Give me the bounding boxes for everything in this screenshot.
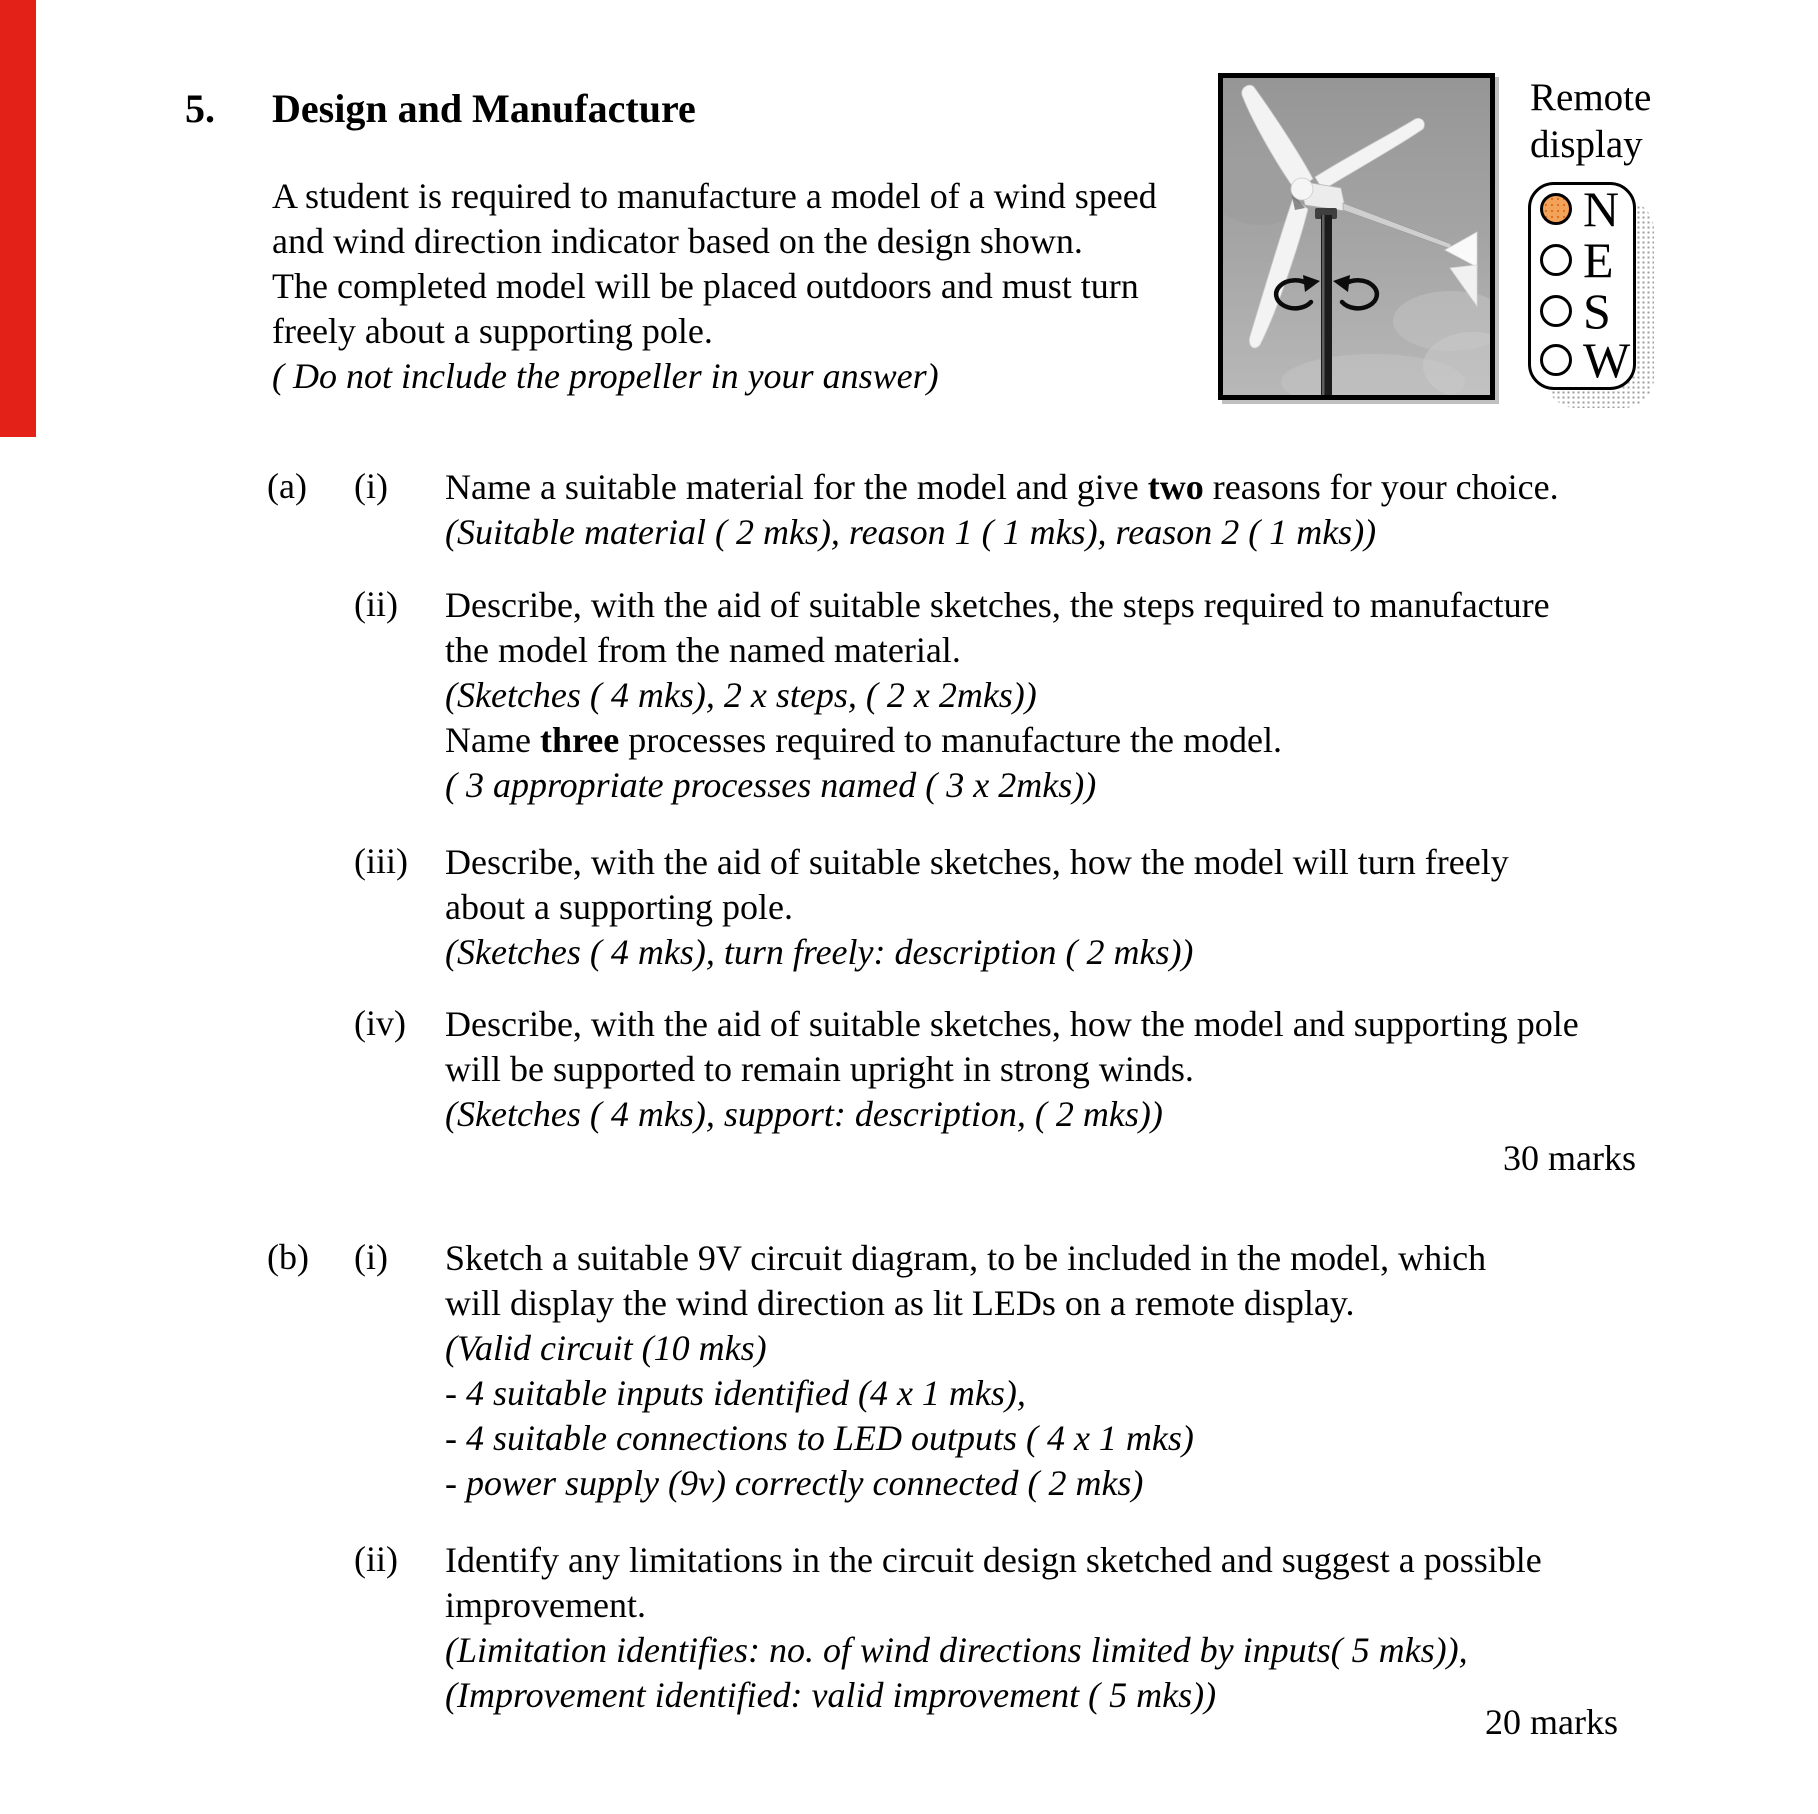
mark-scheme-line: (Sketches ( 4 mks), 2 x steps, ( 2 x 2mks)) xyxy=(445,675,1037,715)
wind-turbine-photo xyxy=(1218,73,1495,400)
led-west-label: W xyxy=(1583,332,1631,388)
item-number-ii: (ii) xyxy=(354,1539,398,1579)
mark-scheme-line: (Sketches ( 4 mks), turn freely: description ( 2 mks)) xyxy=(445,932,1194,972)
intro-line: A student is required to manufacture a model of a wind speed xyxy=(272,176,1157,216)
question-line: will be supported to remain upright in strong winds. xyxy=(445,1049,1194,1089)
remote-display-label xyxy=(1530,74,1651,168)
question-line: about a supporting pole. xyxy=(445,887,793,927)
led-south-label: S xyxy=(1583,283,1611,339)
question-line: Describe, with the aid of suitable sketches, how the model will turn freely xyxy=(445,842,1509,882)
question-line: Describe, with the aid of suitable sketches, how the model and supporting pole xyxy=(445,1004,1579,1044)
item-number-iii: (iii) xyxy=(354,841,408,881)
mark-scheme-line: - 4 suitable connections to LED outputs ( 4 x 1 mks) xyxy=(445,1418,1194,1458)
remote-display-label-line2: display xyxy=(1530,123,1643,166)
item-number-iv: (iv) xyxy=(354,1003,406,1043)
intro-line: freely about a supporting pole. xyxy=(272,311,713,351)
part-label-b: (b) xyxy=(267,1237,309,1277)
mark-scheme-line: (Improvement identified: valid improvement ( 5 mks)) xyxy=(445,1675,1217,1715)
question-line: the model from the named material. xyxy=(445,630,961,670)
question-b-i xyxy=(267,1236,1486,1506)
led-west xyxy=(1540,344,1572,376)
mark-scheme-line: (Valid circuit (10 mks) xyxy=(445,1328,767,1368)
mark-scheme-line: (Limitation identifies: no. of wind directions limited by inputs( 5 mks)), xyxy=(445,1630,1468,1670)
intro-line: and wind direction indicator based on the design shown. xyxy=(272,221,1083,261)
mark-scheme-line: (Sketches ( 4 mks), support: description, ( 2 mks)) xyxy=(445,1094,1163,1134)
intro-line: The completed model will be placed outdoors and must turn xyxy=(272,266,1139,306)
question-a-i xyxy=(267,465,1559,555)
led-north-label: N xyxy=(1583,181,1620,237)
question-line: Describe, with the aid of suitable sketches, the steps required to manufacture xyxy=(445,585,1550,625)
question-number: 5. xyxy=(185,86,215,131)
question-line: Name a suitable material for the model and give two reasons for your choice. xyxy=(445,467,1559,507)
led-east-label: E xyxy=(1583,232,1614,288)
question-b-ii xyxy=(267,1538,1542,1718)
mark-scheme-line: ( 3 appropriate processes named ( 3 x 2mks)) xyxy=(445,765,1097,805)
question-line: improvement. xyxy=(445,1585,646,1625)
question-a-ii xyxy=(267,583,1550,808)
item-number-i: (i) xyxy=(354,466,388,506)
red-margin-bar xyxy=(0,0,36,437)
remote-display-label-line1: Remote xyxy=(1530,76,1652,119)
wind-turbine-illustration xyxy=(1223,78,1490,395)
intro-paragraph xyxy=(272,174,1157,399)
question-line: Name three processes required to manufacture the model. xyxy=(445,720,1283,760)
question-line: Sketch a suitable 9V circuit diagram, to be included in the model, which xyxy=(445,1238,1487,1278)
mark-scheme-line: - 4 suitable inputs identified (4 x 1 mks), xyxy=(445,1373,1026,1413)
led-south xyxy=(1540,295,1572,327)
intro-note: ( Do not include the propeller in your answer) xyxy=(272,356,939,396)
pole-highlight xyxy=(1322,215,1325,395)
hub xyxy=(1291,178,1313,200)
mark-scheme-line: - power supply (9v) correctly connected ( 2 mks) xyxy=(445,1463,1144,1503)
marks-total-b: 20 marks xyxy=(1485,1702,1618,1742)
question-line: Identify any limitations in the circuit design sketched and suggest a possible xyxy=(445,1540,1542,1580)
question-a-iv xyxy=(267,1002,1579,1137)
led-east xyxy=(1540,244,1572,276)
mark-scheme-line: (Suitable material ( 2 mks), reason 1 ( 1 mks), reason 2 ( 1 mks)) xyxy=(445,512,1377,552)
question-line: will display the wind direction as lit LEDs on a remote display. xyxy=(445,1283,1355,1323)
remote-display-panel xyxy=(1528,182,1636,390)
led-north xyxy=(1540,193,1572,225)
question-a-iii xyxy=(267,840,1509,975)
item-number-ii: (ii) xyxy=(354,584,398,624)
marks-total-a: 30 marks xyxy=(1503,1138,1636,1178)
item-number-i: (i) xyxy=(354,1237,388,1277)
page-title: Design and Manufacture xyxy=(272,86,696,131)
part-label-a: (a) xyxy=(267,466,307,506)
